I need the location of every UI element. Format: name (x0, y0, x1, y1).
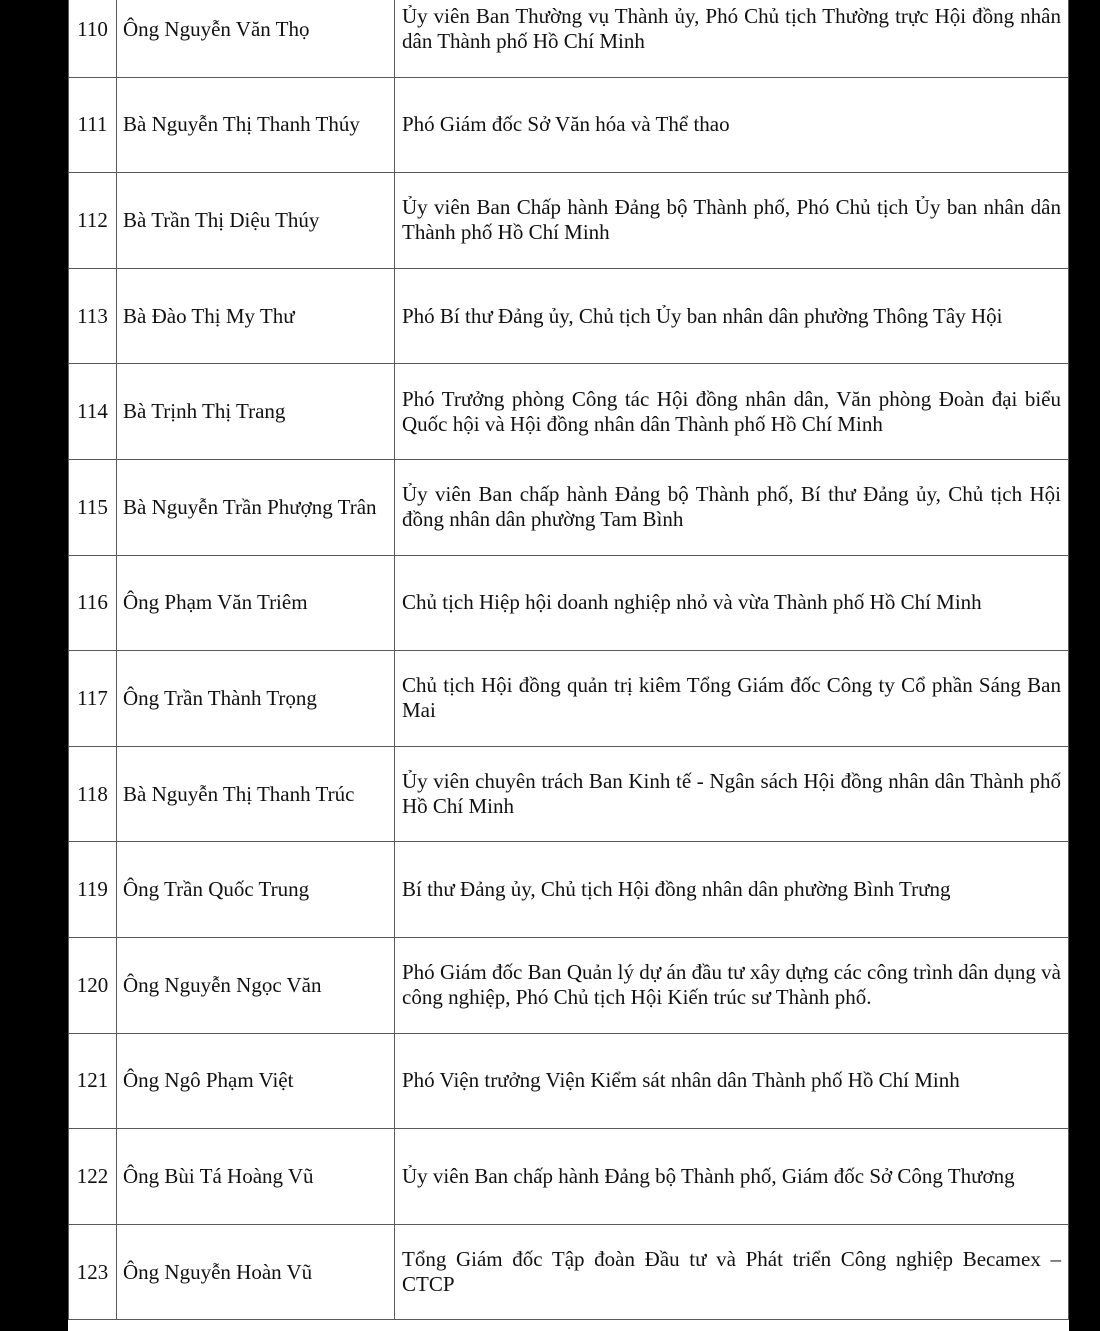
row-number: 123 (69, 1224, 117, 1320)
member-role: Phó Trưởng phòng Công tác Hội đồng nhân dân, Văn phòng Đoàn đại biểu Quốc hội và Hội đồng nhân dân Thành phố Hồ Chí Minh (395, 364, 1069, 460)
member-role: Ủy viên Ban Thường vụ Thành ủy, Phó Chủ tịch Thường trực Hội đồng nhân dân Thành phố Hồ Chí Minh (395, 0, 1069, 77)
member-name: Bà Đào Thị My Thư (117, 268, 395, 364)
member-name: Ông Bùi Tá Hoàng Vũ (117, 1129, 395, 1225)
member-name: Ông Nguyễn Ngọc Văn (117, 937, 395, 1033)
table-row (69, 1224, 1069, 1320)
table-row (69, 937, 1069, 1033)
member-name: Bà Nguyễn Thị Thanh Trúc (117, 746, 395, 842)
member-role: Phó Viện trưởng Viện Kiểm sát nhân dân Thành phố Hồ Chí Minh (395, 1033, 1069, 1129)
document-page (68, 0, 1069, 1331)
member-name: Ông Nguyễn Văn Thọ (117, 0, 395, 77)
table-row (69, 459, 1069, 555)
member-role: Phó Bí thư Đảng ủy, Chủ tịch Ủy ban nhân dân phường Thông Tây Hội (395, 268, 1069, 364)
table-row (69, 1033, 1069, 1129)
table-row (69, 555, 1069, 651)
row-number: 119 (69, 842, 117, 938)
member-table (68, 0, 1069, 1320)
table-row (69, 0, 1069, 77)
row-number: 112 (69, 173, 117, 269)
member-name: Ông Trần Thành Trọng (117, 651, 395, 747)
row-number: 113 (69, 268, 117, 364)
row-number: 110 (69, 0, 117, 77)
member-role: Ủy viên Ban chấp hành Đảng bộ Thành phố, Bí thư Đảng ủy, Chủ tịch Hội đồng nhân dân phường Tam Bình (395, 459, 1069, 555)
table-row (69, 651, 1069, 747)
table-row (69, 77, 1069, 173)
row-number: 111 (69, 77, 117, 173)
member-name: Bà Nguyễn Thị Thanh Thúy (117, 77, 395, 173)
table-row (69, 1129, 1069, 1225)
row-number: 115 (69, 459, 117, 555)
member-role: Chủ tịch Hiệp hội doanh nghiệp nhỏ và vừa Thành phố Hồ Chí Minh (395, 555, 1069, 651)
member-name: Ông Nguyễn Hoàn Vũ (117, 1224, 395, 1320)
member-role: Ủy viên Ban Chấp hành Đảng bộ Thành phố, Phó Chủ tịch Ủy ban nhân dân Thành phố Hồ Chí Minh (395, 173, 1069, 269)
member-name: Ông Trần Quốc Trung (117, 842, 395, 938)
member-name: Bà Trịnh Thị Trang (117, 364, 395, 460)
row-number: 120 (69, 937, 117, 1033)
member-name: Ông Ngô Phạm Việt (117, 1033, 395, 1129)
table-row (69, 173, 1069, 269)
member-role: Bí thư Đảng ủy, Chủ tịch Hội đồng nhân dân phường Bình Trưng (395, 842, 1069, 938)
table-row (69, 364, 1069, 460)
member-role: Ủy viên chuyên trách Ban Kinh tế - Ngân sách Hội đồng nhân dân Thành phố Hồ Chí Minh (395, 746, 1069, 842)
row-number: 114 (69, 364, 117, 460)
member-name: Bà Nguyễn Trần Phượng Trân (117, 459, 395, 555)
member-role: Ủy viên Ban chấp hành Đảng bộ Thành phố, Giám đốc Sở Công Thương (395, 1129, 1069, 1225)
table-row (69, 268, 1069, 364)
row-number: 117 (69, 651, 117, 747)
page-margin-right (1069, 0, 1100, 1331)
row-number: 116 (69, 555, 117, 651)
page-margin-left (0, 0, 68, 1331)
member-role: Tổng Giám đốc Tập đoàn Đầu tư và Phát triển Công nghiệp Becamex – CTCP (395, 1224, 1069, 1320)
member-name: Bà Trần Thị Diệu Thúy (117, 173, 395, 269)
row-number: 122 (69, 1129, 117, 1225)
table-row (69, 746, 1069, 842)
table-row (69, 842, 1069, 938)
member-table-body (69, 0, 1069, 1320)
row-number: 118 (69, 746, 117, 842)
member-role: Chủ tịch Hội đồng quản trị kiêm Tổng Giám đốc Công ty Cổ phần Sáng Ban Mai (395, 651, 1069, 747)
member-role: Phó Giám đốc Sở Văn hóa và Thể thao (395, 77, 1069, 173)
member-name: Ông Phạm Văn Triêm (117, 555, 395, 651)
member-role: Phó Giám đốc Ban Quản lý dự án đầu tư xây dựng các công trình dân dụng và công nghiệp, Phó Chủ tịch Hội Kiến trúc sư Thành phố. (395, 937, 1069, 1033)
row-number: 121 (69, 1033, 117, 1129)
